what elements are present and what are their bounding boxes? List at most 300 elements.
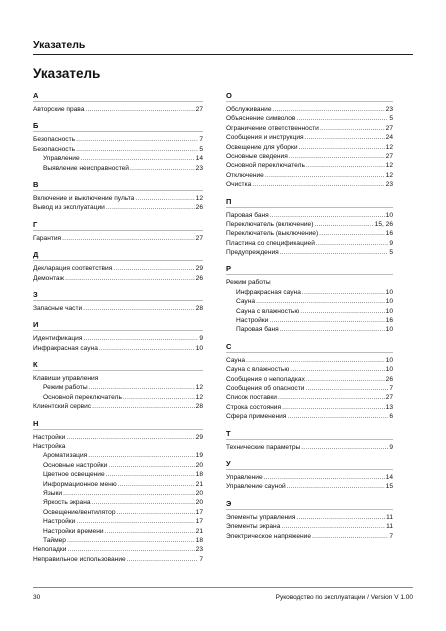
index-column-left — [33, 88, 203, 564]
section-divider — [226, 352, 393, 353]
entry-term: Запасные части — [33, 304, 83, 312]
dot-leader — [135, 194, 194, 203]
dot-leader — [65, 274, 195, 283]
dot-leader — [83, 334, 198, 343]
entry-page: 18 — [195, 471, 203, 479]
index-section — [33, 353, 203, 412]
page-number: 30 — [33, 594, 41, 601]
entry-page: 10 — [385, 366, 393, 374]
index-entry — [226, 532, 393, 541]
entry-page: 29 — [195, 433, 203, 441]
index-subentry — [33, 536, 203, 545]
entry-page: 21 — [195, 480, 203, 488]
index-entry — [33, 344, 203, 353]
entry-page: 27 — [195, 234, 203, 242]
index-entry — [33, 105, 203, 114]
entry-term: Обслуживание — [226, 106, 272, 113]
entry-term: Настройка — [33, 443, 66, 451]
dot-leader — [63, 489, 195, 498]
section-letter: А — [33, 91, 39, 100]
index-subentry — [33, 164, 203, 173]
entry-term: Паровая баня — [236, 326, 279, 334]
dot-leader — [281, 522, 385, 531]
entry-term: Основные настройки — [43, 461, 108, 469]
entry-page: 14 — [195, 155, 203, 163]
entry-term: Сообщения об опасности — [226, 384, 305, 392]
section-letter: С — [226, 341, 232, 351]
section-divider — [33, 101, 203, 102]
entry-term: Основные сведения — [226, 152, 288, 160]
index-section — [226, 88, 393, 190]
entry-term: Неполадки — [33, 546, 67, 554]
section-divider — [33, 190, 203, 191]
dot-leader — [265, 171, 385, 180]
entry-page: 5 — [389, 115, 393, 123]
entry-page: 12 — [385, 143, 393, 151]
entry-term: Неправильное использование — [33, 555, 126, 563]
entry-page: 19 — [195, 452, 203, 460]
entry-term: Безопасность — [33, 136, 76, 144]
entry-page: 16 — [385, 230, 393, 238]
dot-leader — [81, 154, 195, 163]
dot-leader — [252, 180, 384, 189]
dot-leader — [300, 307, 384, 316]
entry-term: Настройки времени — [43, 527, 104, 535]
dot-leader — [314, 220, 373, 229]
index-entry — [33, 545, 203, 554]
section-divider — [33, 370, 203, 371]
entry-page: 29 — [195, 265, 203, 273]
entry-page: 12 — [385, 162, 393, 170]
index-entry — [226, 403, 393, 412]
entry-term: Сауна с влажностью — [236, 307, 300, 315]
dot-leader — [312, 532, 388, 541]
index-entry — [226, 522, 393, 531]
entry-term: Таймер — [43, 536, 66, 544]
index-subentry — [33, 480, 203, 489]
entry-page: 12 — [385, 171, 393, 179]
dot-leader — [99, 344, 195, 353]
dot-leader — [66, 433, 194, 442]
index-entry — [226, 105, 393, 114]
dot-leader — [320, 124, 385, 133]
index-entry — [226, 114, 393, 123]
entry-term: Сообщения и инструкция — [226, 134, 304, 142]
dot-leader — [76, 517, 194, 526]
dot-leader — [130, 164, 195, 173]
entry-term: Освещение для уборки — [226, 143, 298, 151]
entry-term: Режим работы — [226, 279, 271, 287]
index-entry — [33, 555, 203, 564]
entry-page: 21 — [195, 527, 203, 535]
section-divider — [226, 274, 393, 275]
index-entry — [33, 433, 203, 442]
entry-term: Яркость экрана — [43, 499, 91, 507]
dot-leader — [67, 545, 194, 554]
index-entry — [33, 234, 203, 243]
section-divider — [33, 230, 203, 231]
dot-leader — [85, 105, 194, 114]
entry-page: 10 — [385, 211, 393, 219]
section-letter: Д — [33, 250, 39, 260]
entry-page: 7 — [199, 555, 203, 563]
index-entry — [226, 393, 393, 402]
section-divider — [226, 439, 393, 440]
section-divider — [33, 300, 203, 301]
dot-leader — [269, 316, 384, 325]
entry-term: Режим работы — [43, 384, 88, 392]
entry-term: Авторские права — [33, 106, 85, 113]
dot-leader — [264, 473, 385, 482]
index-subentry — [33, 154, 203, 163]
entry-term: Список поставки — [226, 394, 277, 402]
dot-leader — [280, 248, 389, 257]
entry-term: Переключатель (выключение) — [226, 230, 319, 238]
index-subentry — [33, 489, 203, 498]
dot-leader — [302, 288, 385, 297]
index-section — [226, 257, 393, 334]
index-subentry — [226, 316, 393, 325]
dot-leader — [273, 105, 385, 114]
index-section — [33, 412, 203, 564]
index-section — [226, 492, 393, 541]
entry-page: 9 — [199, 335, 203, 343]
entry-page: 20 — [195, 461, 203, 469]
page-title: Указатель — [33, 66, 101, 81]
entry-page: 28 — [195, 304, 203, 312]
index-column-right — [226, 88, 393, 541]
entry-page: 5 — [199, 145, 203, 153]
dot-leader — [127, 555, 199, 564]
dot-leader — [270, 211, 385, 220]
index-entry — [226, 443, 393, 452]
entry-term: Объяснение символов — [226, 115, 296, 123]
index-entry — [33, 374, 203, 383]
entry-page: 15 — [385, 483, 393, 491]
index-entry — [33, 402, 203, 411]
section-letter: В — [33, 179, 39, 189]
section-letter: К — [33, 360, 38, 370]
entry-term: Сфера применения — [226, 413, 287, 421]
index-subentry — [33, 498, 203, 507]
index-section — [33, 88, 203, 114]
index-entry — [226, 161, 393, 170]
dot-leader — [88, 451, 194, 460]
index-entry — [226, 171, 393, 180]
dot-leader — [92, 402, 195, 411]
dot-leader — [76, 145, 198, 154]
entry-page: 14 — [385, 473, 393, 481]
index-subentry — [33, 393, 203, 402]
entry-page: 10 — [385, 298, 393, 306]
index-entry — [226, 365, 393, 374]
entry-term: Ограничение ответственности — [226, 124, 319, 132]
entry-page: 6 — [389, 413, 393, 421]
dot-leader — [296, 513, 385, 522]
entry-page: 10 — [385, 326, 393, 334]
index-entry — [226, 384, 393, 393]
entry-term: Включение и выключение пульта — [33, 194, 135, 202]
index-subentry — [33, 527, 203, 536]
index-subentry — [33, 470, 203, 479]
entry-term: Технические параметры — [226, 443, 301, 451]
entry-term: Клиентский сервис — [33, 403, 92, 411]
entry-page: 24 — [385, 134, 393, 142]
section-letter: Р — [226, 264, 232, 274]
dot-leader — [299, 143, 385, 152]
index-subentry — [33, 451, 203, 460]
entry-page: 23 — [385, 106, 393, 113]
index-entry — [33, 304, 203, 313]
dot-leader — [278, 393, 385, 402]
entry-term: Управление сауной — [226, 483, 286, 491]
entry-page: 20 — [195, 489, 203, 497]
dot-leader — [89, 383, 195, 392]
entry-page: 23 — [385, 181, 393, 189]
index-subentry — [226, 288, 393, 297]
dot-leader — [62, 234, 195, 243]
dot-leader — [305, 133, 385, 142]
entry-term: Сообщения о неполадках — [226, 375, 305, 383]
dot-leader — [105, 527, 195, 536]
section-divider — [226, 101, 393, 102]
dot-leader — [289, 152, 385, 161]
entry-page: 11 — [386, 523, 393, 531]
entry-page: 7 — [199, 136, 203, 144]
header-title: Указатель — [33, 39, 86, 51]
index-entry — [33, 145, 203, 154]
entry-term: Сауна — [236, 298, 256, 306]
dot-leader — [280, 325, 385, 334]
index-section — [33, 213, 203, 243]
dot-leader — [92, 498, 195, 507]
entry-page: 23 — [195, 546, 203, 554]
index-entry — [226, 133, 393, 142]
dot-leader — [76, 135, 198, 144]
index-entry — [226, 513, 393, 522]
entry-page: 15, 26 — [374, 220, 393, 228]
entry-page: 26 — [195, 274, 203, 282]
section-divider — [226, 469, 393, 470]
entry-page: 16 — [385, 317, 393, 325]
section-divider — [33, 330, 203, 331]
entry-term: Сауна с влажностью — [226, 366, 290, 374]
entry-term: Цветное освещение — [43, 471, 105, 479]
dot-leader — [301, 443, 388, 452]
dot-leader — [282, 403, 385, 412]
entry-term: Переключатель (включение) — [226, 220, 314, 228]
index-entry — [226, 375, 393, 384]
entry-page: 12 — [195, 384, 203, 392]
index-entry — [33, 334, 203, 343]
section-letter: З — [33, 289, 38, 299]
entry-term: Выявление неисправностей — [43, 164, 129, 172]
index-entry — [226, 152, 393, 161]
index-subentry — [226, 297, 393, 306]
dot-leader — [287, 412, 388, 421]
entry-page: 5 — [389, 249, 393, 257]
index-section — [33, 243, 203, 283]
entry-term: Клавиши управления — [33, 375, 99, 383]
entry-term: Основной переключатель — [226, 162, 305, 170]
index-section — [33, 313, 203, 353]
entry-term: Настройки — [43, 518, 76, 526]
entry-term: Пластина со спецификацией — [226, 239, 315, 247]
index-entry — [226, 473, 393, 482]
index-subentry — [226, 325, 393, 334]
section-divider — [33, 429, 203, 430]
entry-page: 12 — [195, 194, 203, 202]
index-section — [226, 452, 393, 492]
dot-leader — [113, 264, 194, 273]
index-entry — [33, 194, 203, 203]
entry-page: 18 — [195, 536, 203, 544]
index-section — [33, 114, 203, 173]
index-subentry — [33, 517, 203, 526]
section-letter: У — [226, 458, 231, 468]
entry-term: Инфракрасная сауна — [33, 344, 98, 352]
index-section — [226, 335, 393, 422]
index-section — [226, 190, 393, 258]
dot-leader — [123, 393, 195, 402]
section-divider — [33, 131, 203, 132]
index-entry — [226, 143, 393, 152]
index-entry — [226, 248, 393, 257]
entry-page: 26 — [385, 375, 393, 383]
section-letter: О — [226, 91, 232, 100]
index-entry — [226, 220, 393, 229]
dot-leader — [290, 365, 384, 374]
dot-leader — [246, 356, 385, 365]
entry-page: 28 — [195, 403, 203, 411]
entry-term: Безопасность — [33, 145, 76, 153]
entry-term: Очистка — [226, 181, 252, 189]
entry-term: Управление — [43, 155, 80, 163]
entry-term: Декларация соответствия — [33, 265, 113, 273]
dot-leader — [296, 114, 388, 123]
entry-page: 10 — [385, 356, 393, 364]
entry-page: 27 — [385, 152, 393, 160]
entry-term: Элементы экрана — [226, 523, 281, 531]
dot-leader — [106, 203, 195, 212]
entry-page: 23 — [195, 164, 203, 172]
footer-divider — [33, 587, 413, 588]
index-entry — [226, 180, 393, 189]
index-subentry — [33, 508, 203, 517]
entry-page: 9 — [389, 443, 393, 451]
section-divider — [33, 260, 203, 261]
entry-page: 13 — [385, 403, 393, 411]
index-section — [33, 283, 203, 313]
index-entry — [226, 239, 393, 248]
section-letter: Н — [33, 418, 39, 428]
section-letter: Э — [226, 498, 232, 508]
dot-leader — [319, 229, 385, 238]
section-letter: Т — [226, 428, 231, 438]
section-letter: Г — [33, 219, 38, 229]
entry-term: Информационное меню — [43, 480, 117, 488]
section-divider — [226, 207, 393, 208]
entry-term: Элементы управления — [226, 513, 296, 521]
dot-leader — [108, 461, 194, 470]
entry-term: Языки — [43, 489, 63, 497]
index-entry — [33, 442, 203, 451]
entry-term: Основной переключатель — [43, 393, 122, 401]
dot-leader — [256, 297, 385, 306]
entry-term: Настройки — [33, 433, 66, 441]
index-entry — [226, 482, 393, 491]
index-entry — [33, 203, 203, 212]
index-entry — [226, 412, 393, 421]
entry-term: Идентификация — [33, 335, 83, 343]
header-divider — [33, 54, 413, 55]
entry-term: Инфракрасная сауна — [236, 288, 301, 296]
index-section — [226, 422, 393, 452]
entry-term: Настройки — [236, 317, 269, 325]
entry-page: 7 — [389, 384, 393, 392]
index-subentry — [33, 461, 203, 470]
dot-leader — [306, 161, 385, 170]
entry-term: Управление — [226, 473, 263, 481]
index-entry — [33, 135, 203, 144]
entry-page: 27 — [385, 394, 393, 402]
entry-term: Предупреждения — [226, 249, 279, 257]
index-entry — [33, 264, 203, 273]
entry-term: Освещение/вентилятор — [43, 508, 116, 516]
entry-page: 17 — [195, 518, 203, 526]
footer-manual-version: Руководство по эксплуатации / Version V 1.00 — [275, 594, 413, 601]
index-entry — [226, 229, 393, 238]
entry-term: Отключение — [226, 171, 264, 179]
index-subentry — [33, 383, 203, 392]
entry-page: 11 — [386, 513, 393, 521]
dot-leader — [287, 482, 385, 491]
index-subentry — [226, 307, 393, 316]
index-entry — [226, 124, 393, 133]
dot-leader — [306, 375, 385, 384]
dot-leader — [67, 536, 195, 545]
section-divider — [226, 509, 393, 510]
dot-leader — [118, 480, 195, 489]
entry-page: 26 — [195, 204, 203, 212]
entry-term: Демонтаж — [33, 274, 64, 282]
dot-leader — [83, 304, 194, 313]
entry-page: 10 — [195, 344, 203, 352]
entry-term: Электрическое напряжение — [226, 532, 312, 540]
entry-term: Сауна — [226, 356, 246, 364]
dot-leader — [117, 508, 195, 517]
section-letter: Б — [33, 121, 39, 131]
entry-term: Гарантия — [33, 234, 62, 242]
index-entry — [33, 274, 203, 283]
entry-page: 12 — [195, 393, 203, 401]
entry-term: Вывод из эксплуатации — [33, 204, 105, 212]
entry-term: Строка состояния — [226, 403, 282, 411]
entry-term: Ароматизация — [43, 452, 88, 460]
index-section — [33, 173, 203, 213]
index-entry — [226, 211, 393, 220]
index-entry — [226, 278, 393, 287]
entry-page: 10 — [385, 307, 393, 315]
entry-page: 27 — [195, 106, 203, 113]
dot-leader — [305, 384, 388, 393]
entry-page: 17 — [195, 508, 203, 516]
index-entry — [226, 356, 393, 365]
section-letter: П — [226, 196, 232, 206]
entry-page: 27 — [385, 124, 393, 132]
entry-page: 20 — [195, 499, 203, 507]
dot-leader — [316, 239, 388, 248]
